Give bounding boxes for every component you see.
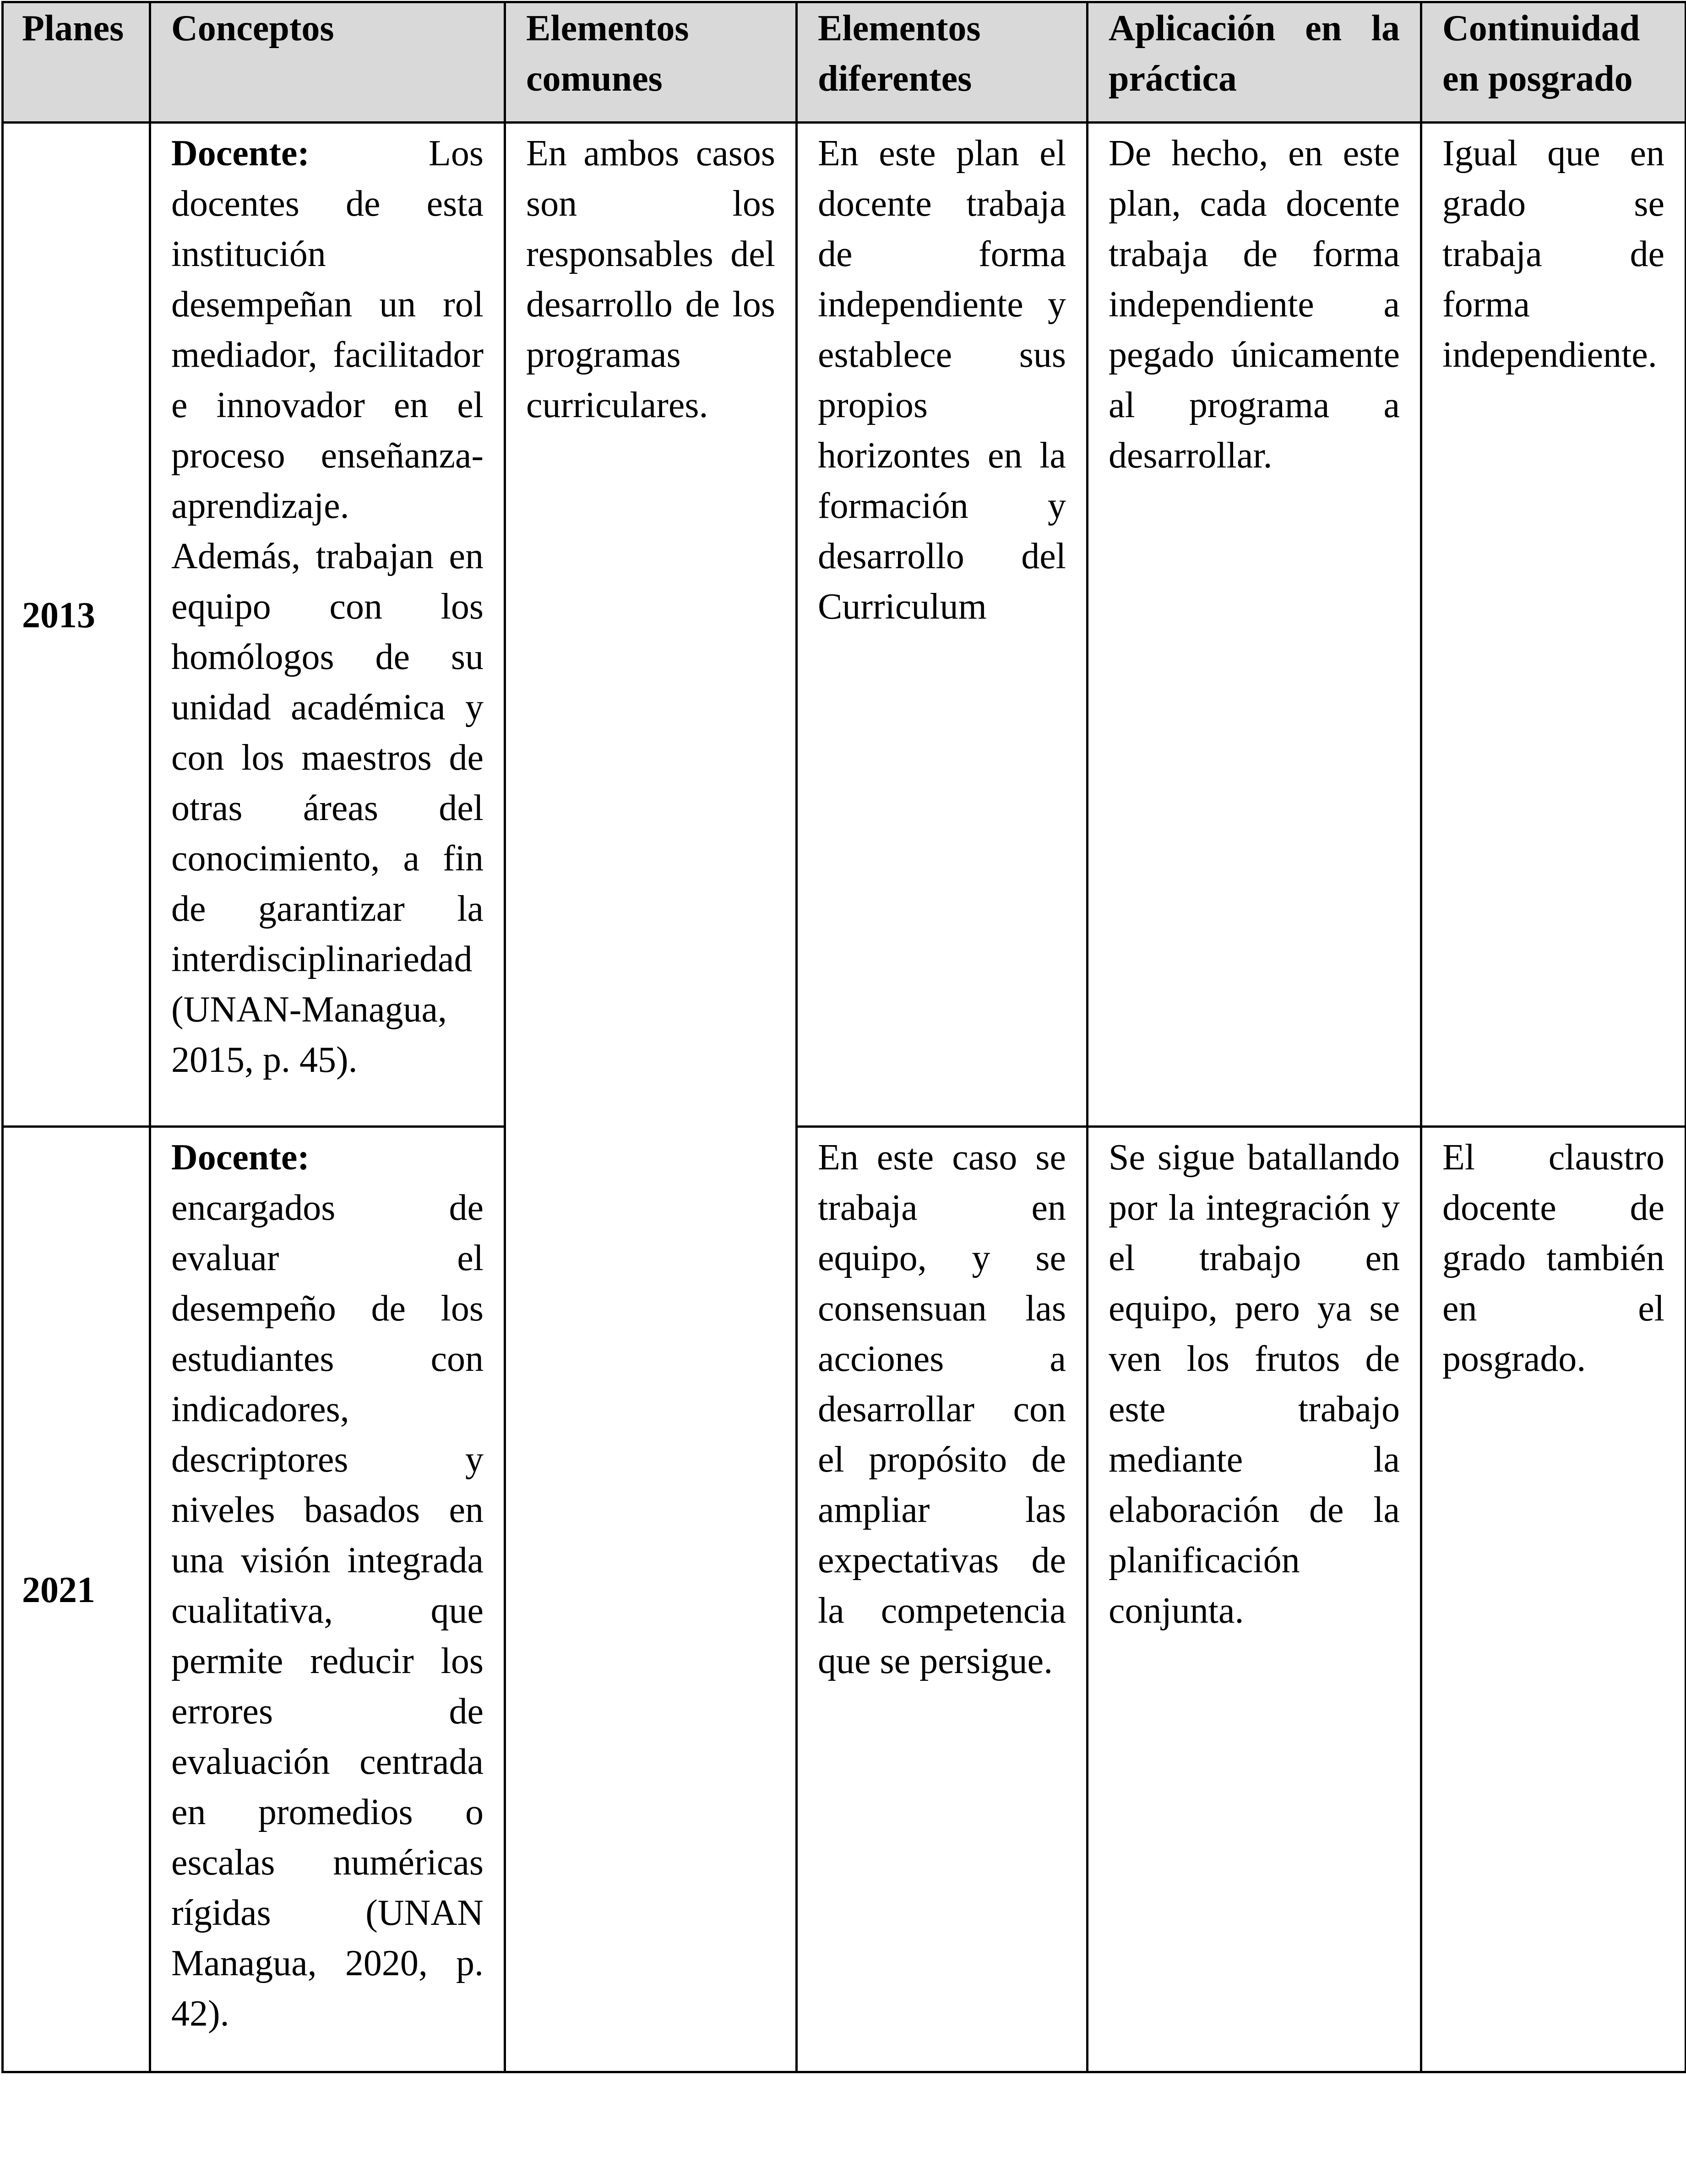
header-elementos-diferentes: Elementos diferentes <box>797 2 1088 123</box>
conceptos-label: Docente: <box>171 1137 310 1178</box>
elementos-diferentes-cell: En este caso se trabaja en equipo, y se consensuan las acciones a desarrollar con el propósito de ampliar las expectativas de la competencia que se persigue. <box>797 1127 1088 2072</box>
comparison-table <box>1 1 1686 2073</box>
header-row <box>3 2 1686 123</box>
header-aplicacion: Aplicación en la práctica <box>1088 2 1421 123</box>
aplicacion-cell: Se sigue batallando por la integración y el trabajo en equipo, pero ya se ven los frutos de este trabajo mediante la elaboración de la planificación conjunta. <box>1088 1127 1421 2072</box>
conceptos-text: Los docentes de esta institución desempeñan un rol mediador, facilitador e innovador en el proceso enseñanza-aprendizaje. Además, trabajan en equipo con los homólogos de su unidad académica y con los maestros de otras áreas del conocimiento, a fin de garantizar la interdisciplinariedad (UNAN-Managua, 2015, p. 45). <box>171 133 484 1080</box>
header-conceptos: Conceptos <box>150 2 505 123</box>
header-elementos-comunes: Elementos comunes <box>505 2 797 123</box>
elementos-comunes-cell: En ambos casos son los responsables del desarrollo de los programas curriculares. <box>505 123 797 2072</box>
continuidad-cell: El claustro docente de grado también en el posgrado. <box>1421 1127 1686 2072</box>
elementos-diferentes-cell: En este plan el docente trabaja de forma independiente y establece sus propios horizontes en la formación y desarrollo del Curriculum <box>797 123 1088 1127</box>
conceptos-text: encargados de evaluar el desempeño de los estudiantes con indicadores, descriptores y niveles basados en una visión integrada cualitativa, que permite reducir los errores de evaluación centrada en promedios o escalas numéricas rígidas (UNAN Managua, 2020, p. 42). <box>171 1188 484 2034</box>
conceptos-cell <box>150 123 505 1127</box>
table-row-2013 <box>3 123 1686 1127</box>
header-planes: Planes <box>3 2 150 123</box>
aplicacion-cell: De hecho, en este plan, cada docente trabaja de forma independiente a pegado únicamente al programa a desarrollar. <box>1088 123 1421 1127</box>
plan-year-cell: 2013 <box>3 123 150 1127</box>
table-row-2021 <box>3 1127 1686 2072</box>
plan-year-cell: 2021 <box>3 1127 150 2072</box>
header-continuidad: Continuidad en posgrado <box>1421 2 1686 123</box>
continuidad-cell: Igual que en grado se trabaja de forma independiente. <box>1421 123 1686 1127</box>
conceptos-cell <box>150 1127 505 2072</box>
conceptos-label: Docente: <box>171 133 310 174</box>
